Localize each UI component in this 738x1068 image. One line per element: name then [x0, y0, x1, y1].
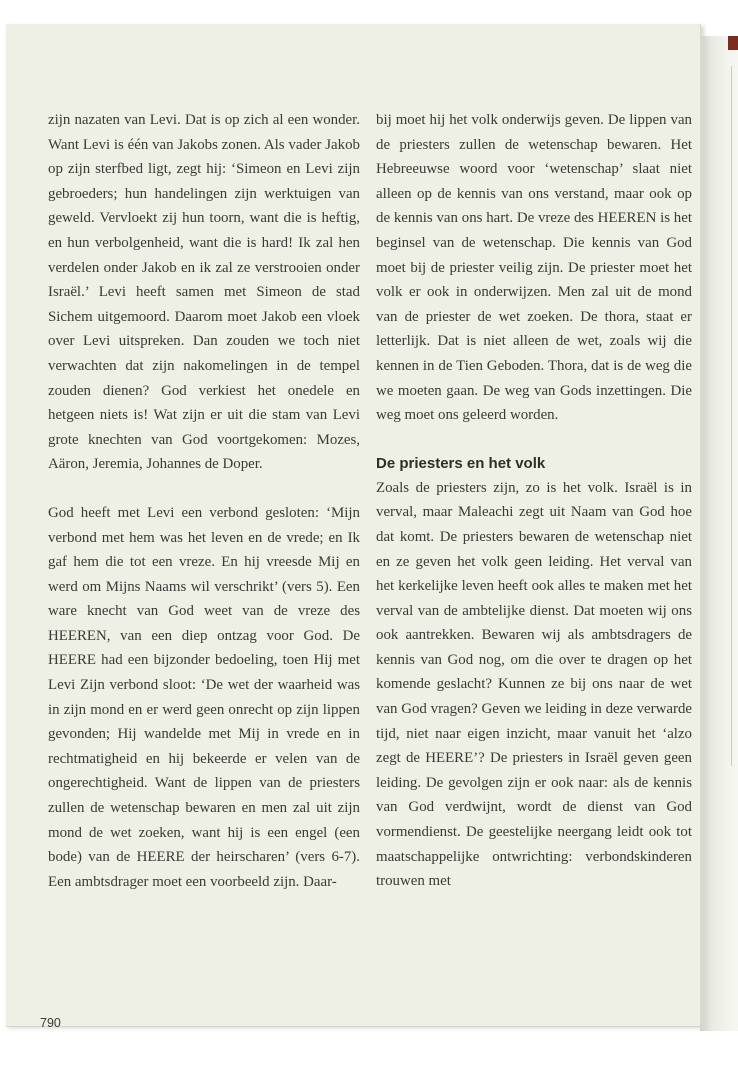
book-page: [6, 24, 701, 1030]
right-column: [376, 108, 692, 894]
left-paragraph-1: zijn nazaten van Levi. Dat is op zich al een wonder. Want Levi is één van Jakobs zonen. Als vader Jakob op zijn sterfbed ligt, zegt hij: ‘Simeon en Levi zijn gebroeders; hun handelingen zijn werktuigen van geweld. Vervloekt zij hun toorn, want die is heftig, en hun verbolgenheid, want die is hard! Ik zal hen verdelen onder Jakob en ik zal ze verstrooien onder Israël.’ Levi heeft samen met Simeon de stad Sichem uitgemoord. Daarom moet Jakob een vloek over Levi uitspreken. Dan zouden we toch niet verwachten dat zijn nakomelingen in de tempel zouden dienen? God verkiest het onedele en hetgeen niets is! Wat zijn er uit die stam van Levi grote knechten van God voortgekomen: Mozes, Aäron, Jeremia, Johannes de Doper.: [48, 112, 360, 473]
page-number: 790: [40, 1016, 61, 1030]
right-paragraph-2: Zoals de priesters zijn, zo is het volk. Israël is in verval, maar Maleachi zegt uit Naam van God hoe dat komt. De priesters bewaren de wetenschap niet en ze geven het volk geen leiding. Het verval van het kerkelijke leven heeft ook alles te maken met het verval van de ambtelijke dienst. Dat moeten wij ons ook aantrekken. Bewaren wij als ambtsdragers de kennis van God nog, om die over te dragen op het komende geslacht? Kunnen ze bij ons naar de wet van God vragen? Geven we leiding in deze verwarde tijd, niet naar eigen inzicht, maar vanuit het ‘alzo zegt de HEERE’? De priesters in Israël geven geen leiding. De gevolgen zijn er ook naar: als de kennis van God verdwijnt, wordt de dienst van God vormendienst. De geestelijke neergang leidt ook tot maatschappelijke ontwrichting: verbondskinderen trouwen met: [376, 479, 692, 890]
bookmark-ribbon: [728, 36, 738, 50]
left-column: [48, 108, 360, 894]
page-edge-line: [731, 66, 732, 766]
next-page-edge: [700, 36, 738, 1031]
right-paragraph-1: bij moet hij het volk onderwijs geven. De lippen van de priesters zullen de wetenschap bewaren. Het Hebreeuwse woord voor ‘wetenschap’ slaat niet alleen op de kennis van ons verstand, maar ook op de kennis van ons hart. De vreze des HEEREN is het beginsel van de wetenschap. Die kennis van God moet bij de priester veilig zijn. De priester moet het volk er ook in onderwijzen. Men zal uit de mond van de priester de wet zoeken. De thora, staat er letterlijk. Dat is niet alleen de wet, zoals wij die kennen in de Tien Geboden. Thora, dat is de weg die we moeten gaan. De weg van Gods inzettingen. Die weg moet ons geleerd worden.: [376, 112, 692, 424]
left-paragraph-2: God heeft met Levi een verbond gesloten: ‘Mijn verbond met hem was het leven en de vrede; en Ik gaf hem die tot een vreze. En hij vreesde Mij en werd om Mijns Naams wil verschrikt’ (vers 5). Een ware knecht van God weet van de vreze des HEEREN, van een diep ontzag voor God. De HEERE had een bijzonder bedoeling, toen Hij met Levi Zijn verbond sloot: ‘De wet der waarheid was in zijn mond en er werd geen onrecht op zijn lippen gevonden; Hij wandelde met Mij in vrede en in rechtmatigheid en hij bekeerde er velen van de ongerechtigheid. Want de lippen van de priesters zullen de wetenschap bewaren en men zal uit zijn mond de wet zoeken, want hij is een engel (een bode) van de HEERE der heirscharen’ (vers 6-7). Een ambtsdrager moet een voorbeeld zijn. Daar-: [48, 504, 360, 890]
section-heading: De priesters en het volk: [376, 454, 546, 472]
